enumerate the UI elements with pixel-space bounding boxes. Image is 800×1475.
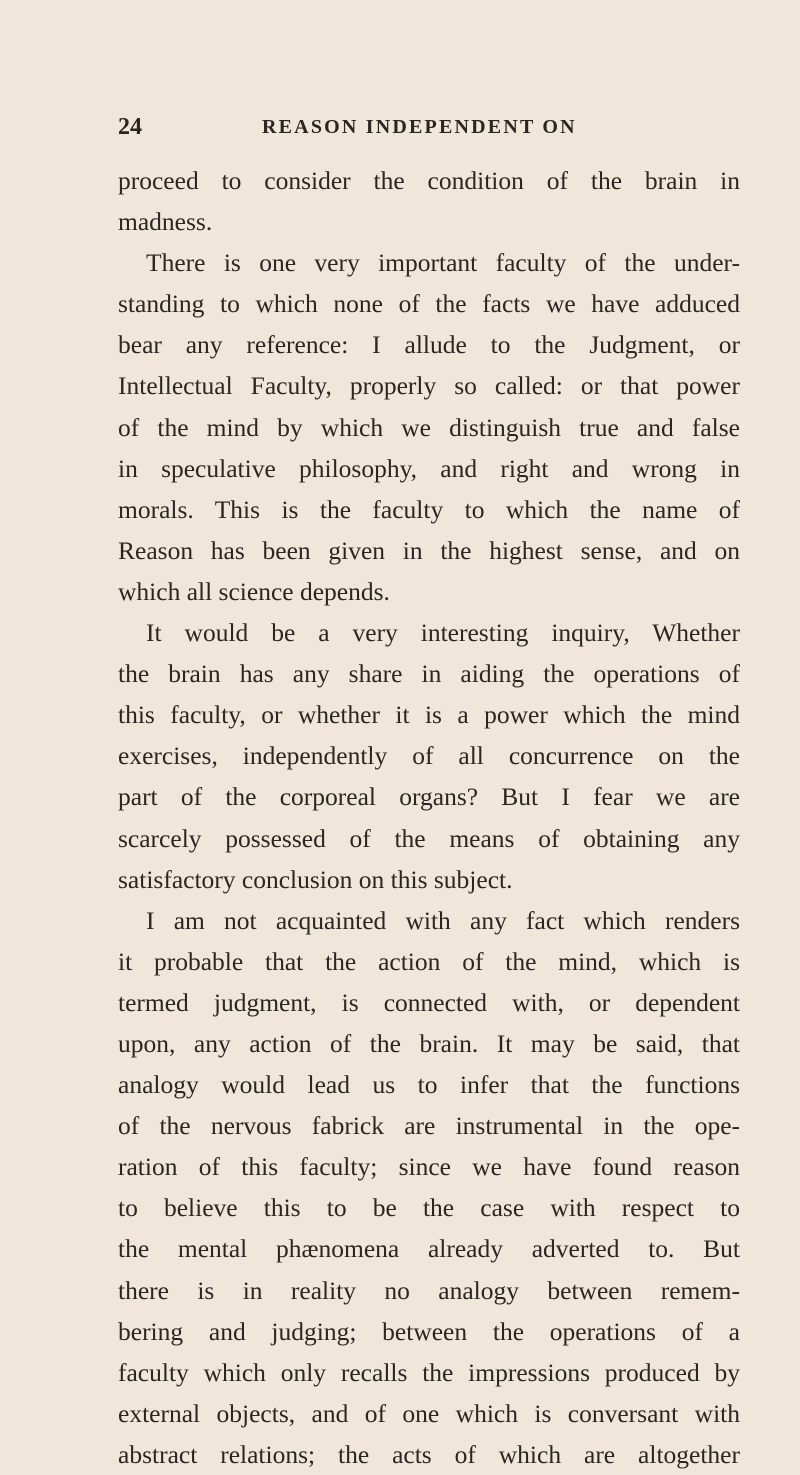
text-line: standing to which none of the facts we have adduced xyxy=(118,289,740,319)
body-text xyxy=(118,160,740,1475)
text-line: it probable that the action of the mind, which is xyxy=(118,946,740,976)
text-line: Intellectual Faculty, properly so called: or that power xyxy=(118,371,740,401)
text-line: Reason has been given in the highest sense, and on xyxy=(118,535,740,565)
text-line: upon, any action of the brain. It may be said, that xyxy=(118,1028,740,1058)
text-line: There is one very important faculty of the under- xyxy=(146,248,740,278)
text-line: I am not acquainted with any fact which renders xyxy=(146,905,740,935)
text-line: bering and judging; between the operations of a xyxy=(118,1316,740,1346)
text-line: in speculative philosophy, and right and wrong in xyxy=(118,453,740,483)
text-line: faculty which only recalls the impressions produced by xyxy=(118,1357,740,1387)
text-line: analogy would lead us to infer that the functions xyxy=(118,1070,740,1100)
page-number: 24 xyxy=(118,114,142,140)
text-line: proceed to consider the condition of the brain in xyxy=(118,166,740,195)
text-line: ration of this faculty; since we have found reason xyxy=(118,1152,740,1182)
text-line: the mental phænomena already adverted to. But xyxy=(118,1234,740,1264)
text-line: external objects, and of one which is conversant with xyxy=(118,1398,740,1428)
text-line: It would be a very interesting inquiry, Whether xyxy=(146,618,740,648)
text-line: which all science depends. xyxy=(118,576,390,606)
text-line: part of the corporeal organs? But I fear we are xyxy=(118,782,740,812)
text-line: scarcely possessed of the means of obtaining any xyxy=(118,823,740,853)
text-line: termed judgment, is connected with, or dependent xyxy=(118,987,740,1017)
text-line: abstract relations; the acts of which are altogether xyxy=(118,1439,740,1469)
text-line: exercises, independently of all concurrence on the xyxy=(118,741,740,771)
text-line: to believe this to be the case with respect to xyxy=(118,1193,740,1223)
text-line: this faculty, or whether it is a power which the mind xyxy=(118,700,740,730)
running-title: REASON INDEPENDENT ON xyxy=(262,116,577,138)
text-line: morals. This is the faculty to which the name of xyxy=(118,494,740,524)
text-line: satisfactory conclusion on this subject. xyxy=(118,864,513,894)
text-line: the brain has any share in aiding the operations of xyxy=(118,659,740,689)
running-head xyxy=(118,108,740,148)
text-line: madness. xyxy=(118,207,213,237)
text-line: of the mind by which we distinguish true and false xyxy=(118,412,740,442)
text-line: bear any reference: I allude to the Judgment, or xyxy=(118,330,740,360)
text-line: there is in reality no analogy between remem- xyxy=(118,1275,740,1305)
text-line: of the nervous fabrick are instrumental in the ope- xyxy=(118,1111,740,1141)
